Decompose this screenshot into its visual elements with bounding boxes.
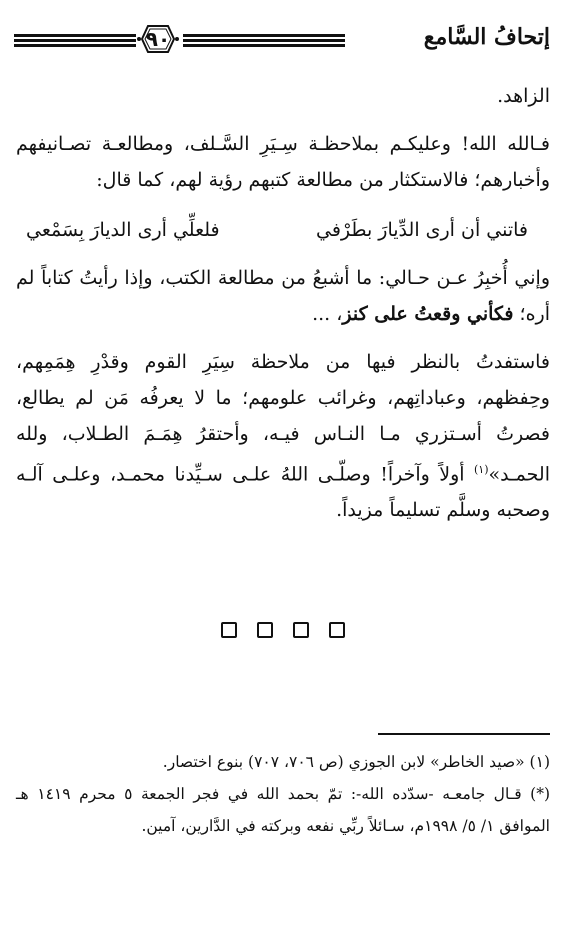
square-icon: [329, 622, 345, 638]
square-icon: [221, 622, 237, 638]
main-text: [16, 78, 550, 528]
section-end-ornament: [0, 622, 566, 638]
page-number: ٩٠: [145, 27, 171, 51]
page-header: [0, 22, 566, 62]
text-line-zahid: الزاهد.: [497, 85, 550, 107]
page-number-ornament: [136, 22, 180, 56]
header-rule-middle: [183, 34, 345, 49]
paragraph-3-text: فاستفدتُ بالنظر فيها من ملاحظة سِيَرِ القوم وقدْرِ هِمَمِهم، وحِفظهم، وعباداتِهم، وغرائب علومهم؛ ما لا يعرفُه مَن لم يطالع، فصرتُ أسـتزري مـا النـاس فيـه، وأحتقرُ هِمَـمَ الطـلاب، ولله الحمـد»: [16, 351, 550, 486]
header-rule-left: [14, 34, 136, 49]
square-icon: [257, 622, 273, 638]
paragraph-2: [16, 260, 550, 332]
paragraph-3: [16, 344, 550, 528]
paragraph-2-text: وإني أُخبِرُ عـن حـالي: ما أشبعُ من مطالعة الكتب، وإذا رأيتُ كتاباً لم أره؛: [16, 267, 550, 325]
running-title: إتحافُ السَّامع: [423, 24, 550, 50]
footnote-marker: (١): [474, 463, 489, 476]
square-icon: [293, 622, 309, 638]
footnotes: [16, 746, 550, 842]
footnote-1: (١) «صيد الخاطر» لابن الجوزي (ص ٧٠٦، ٧٠٧) بنوع اختصار.: [162, 753, 550, 771]
paragraph-2-bold: فكأني وقعتُ على كنز: [342, 303, 514, 325]
verse-first-hemistich: فاتني أن أرى الدِّيارَ بطَرْفي: [315, 219, 528, 241]
footnote-separator: [378, 733, 550, 735]
paragraph-3-tail: أولاً وآخراً! وصلّـى اللهُ علـى سـيِّدنا محمـد، وعلـى آلـه وصحبه وسلَّم تسليماً مزيداً.: [16, 463, 550, 522]
verse-second-hemistich: فلعلِّي أرى الديارَ بِسَمْعي: [26, 219, 220, 241]
paragraph-2-tail: ، ...: [312, 303, 343, 325]
poetry-verse: [16, 212, 550, 248]
paragraph-1: فـالله الله! وعليكـم بملاحظـة سِـيَرِ السَّـلف، ومطالعـة تصـانيفهم وأخبارهم؛ فالاستكثار من مطالعة كتبهم رؤية لهم، كما قال:: [16, 133, 550, 191]
footnote-2: (*) قـال جامعـه -سدّده الله-: تمّ بحمد الله في فجر الجمعة ٥ محرم ١٤١٩ هـ الموافق ١/ ٥/ ١٩٩٨م، سـائلاً ربِّي نفعه وبركته في الدَّارين، آمين.: [16, 785, 551, 835]
